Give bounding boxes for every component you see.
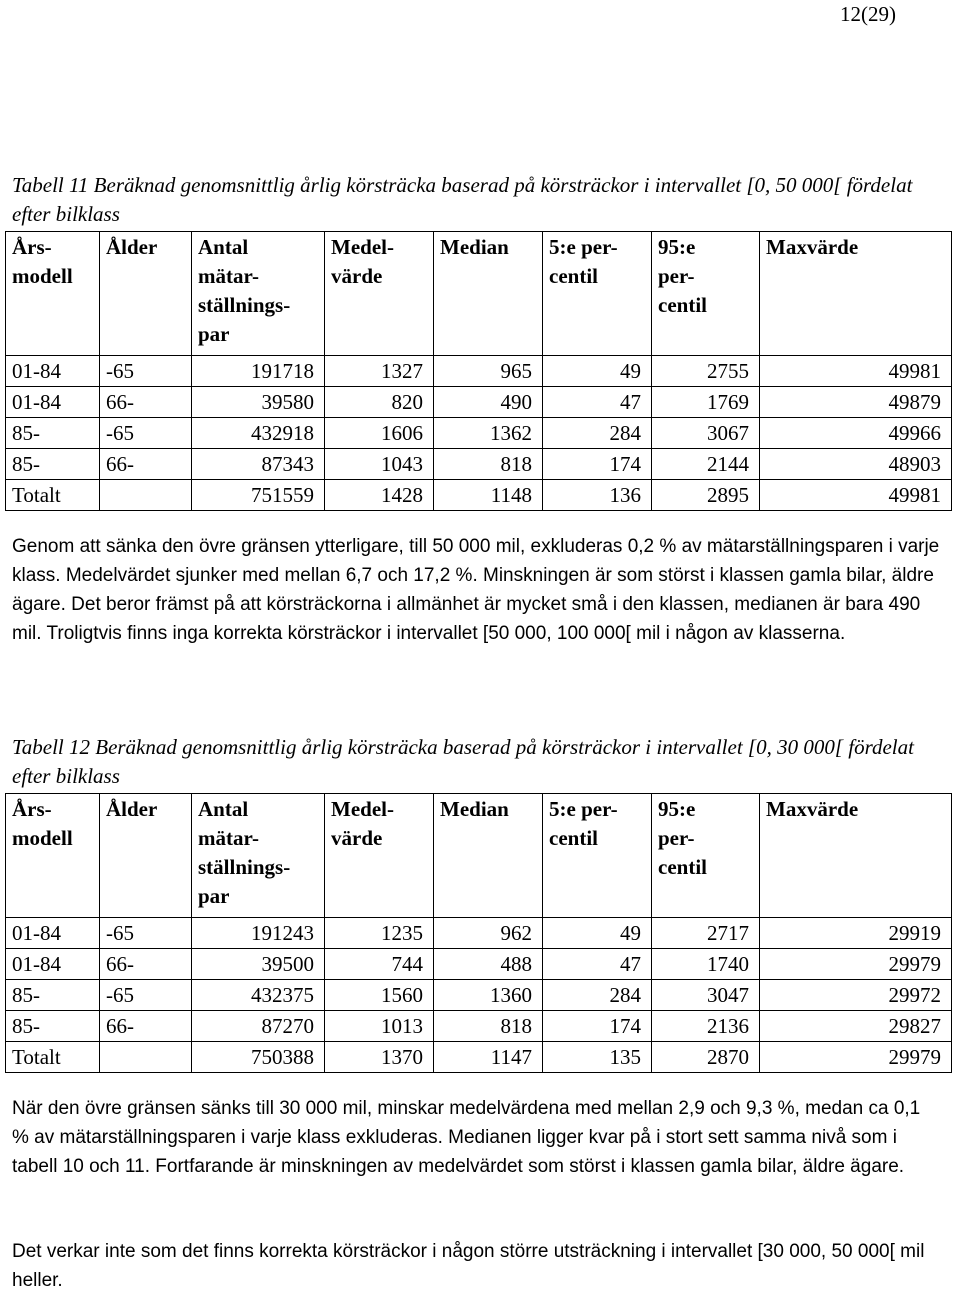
table-cell: 744 — [325, 949, 434, 980]
table-cell: 49879 — [760, 387, 952, 418]
table-row — [6, 949, 952, 980]
table-cell: 29827 — [760, 1011, 952, 1042]
table-cell: 2895 — [652, 480, 760, 511]
paragraph-3: Det verkar inte som det finns korrekta körsträckor i någon större utsträckning i intervallet [30 000, 50 000[ mil heller. — [12, 1241, 925, 1291]
table-cell: 284 — [543, 418, 652, 449]
table-cell: 2144 — [652, 449, 760, 480]
table-cell: 2755 — [652, 356, 760, 387]
table-cell: 85- — [6, 449, 100, 480]
table-cell: 66- — [100, 449, 192, 480]
table-row — [6, 480, 952, 511]
column-header: Median — [434, 232, 543, 356]
table-cell: 818 — [434, 1011, 543, 1042]
table-cell: 85- — [6, 980, 100, 1011]
table-cell: 191718 — [192, 356, 325, 387]
table-row — [6, 449, 952, 480]
column-header: Års- modell — [6, 232, 100, 356]
table-header-row — [6, 232, 952, 356]
table-cell: 962 — [434, 918, 543, 949]
table-cell: -65 — [100, 356, 192, 387]
table-cell: 01-84 — [6, 918, 100, 949]
table-cell: 1362 — [434, 418, 543, 449]
table-cell: 66- — [100, 387, 192, 418]
table-cell: 49981 — [760, 480, 952, 511]
table-cell: -65 — [100, 918, 192, 949]
table-cell: 85- — [6, 1011, 100, 1042]
table-cell: 750388 — [192, 1042, 325, 1073]
table-row — [6, 918, 952, 949]
table-row — [6, 356, 952, 387]
table-cell: 66- — [100, 949, 192, 980]
table-cell: 1606 — [325, 418, 434, 449]
table-11 — [5, 231, 952, 511]
table-cell: 2870 — [652, 1042, 760, 1073]
column-header: Maxvärde — [760, 232, 952, 356]
table-cell: 818 — [434, 449, 543, 480]
table-cell: 488 — [434, 949, 543, 980]
table-cell: 284 — [543, 980, 652, 1011]
table-cell: 1147 — [434, 1042, 543, 1073]
table-cell: 1235 — [325, 918, 434, 949]
table-cell — [100, 1042, 192, 1073]
table-cell: 1740 — [652, 949, 760, 980]
table-12 — [5, 793, 952, 1073]
table-cell: 01-84 — [6, 356, 100, 387]
column-header: Medel- värde — [325, 794, 434, 918]
table-cell: 820 — [325, 387, 434, 418]
table-cell: 191243 — [192, 918, 325, 949]
table-cell: 2136 — [652, 1011, 760, 1042]
table-cell: 432918 — [192, 418, 325, 449]
column-header: Ålder — [100, 232, 192, 356]
column-header: Medel- värde — [325, 232, 434, 356]
table-cell: -65 — [100, 980, 192, 1011]
table-cell: 29979 — [760, 1042, 952, 1073]
table-header-row — [6, 794, 952, 918]
table-cell: 01-84 — [6, 387, 100, 418]
column-header: Års- modell — [6, 794, 100, 918]
table-cell: 48903 — [760, 449, 952, 480]
table-12-caption: Tabell 12 Beräknad genomsnittlig årlig körsträcka baserad på körsträckor i intervallet [0, 30 000[ fördelat efter bilklass — [12, 735, 914, 788]
table-cell: 87343 — [192, 449, 325, 480]
table-cell: 66- — [100, 1011, 192, 1042]
paragraph-1: Genom att sänka den övre gränsen ytterligare, till 50 000 mil, exkluderas 0,2 % av mätarställningsparen i varje klass. Medelvärdet sjunker med mellan 6,7 och 17,2 %. Minskningen är som störst i klassen gamla bilar, äldre ägare. Det beror främst på att körsträckorna i allmänhet är mycket små i den klassen, medianen är bara 490 mil. Troligtvis finns inga korrekta körsträckor i intervallet [50 000, 100 000[ mil i någon av klasserna. — [12, 536, 940, 644]
table-cell: 39500 — [192, 949, 325, 980]
table-cell: 87270 — [192, 1011, 325, 1042]
column-header: Median — [434, 794, 543, 918]
table-cell: 1043 — [325, 449, 434, 480]
table-row — [6, 1042, 952, 1073]
table-cell: 1013 — [325, 1011, 434, 1042]
table-cell: 49 — [543, 356, 652, 387]
table-cell: 174 — [543, 449, 652, 480]
paragraph-2: När den övre gränsen sänks till 30 000 mil, minskar medelvärdena med mellan 2,9 och 9,3 %, medan ca 0,1 % av mätarställningsparen i varje klass exkluderas. Medianen ligger kvar på i stort sett samma nivå som i tabell 10 och 11. Fortfarande är minskningen av medelvärdet som störst i klassen gamla bilar, äldre ägare. — [12, 1098, 921, 1177]
column-header: Maxvärde — [760, 794, 952, 918]
table-cell: 85- — [6, 418, 100, 449]
table-cell: 29979 — [760, 949, 952, 980]
table-cell: 1428 — [325, 480, 434, 511]
table-cell: 135 — [543, 1042, 652, 1073]
table-cell: 174 — [543, 1011, 652, 1042]
table-cell: 49 — [543, 918, 652, 949]
table-cell: 1148 — [434, 480, 543, 511]
table-cell: 47 — [543, 949, 652, 980]
column-header: Ålder — [100, 794, 192, 918]
table-row — [6, 980, 952, 1011]
table-cell: Totalt — [6, 1042, 100, 1073]
column-header: 5:e per- centil — [543, 232, 652, 356]
table-cell: 49981 — [760, 356, 952, 387]
table-row — [6, 1011, 952, 1042]
table-cell: 1370 — [325, 1042, 434, 1073]
table-cell: 29972 — [760, 980, 952, 1011]
column-header: 95:e per- centil — [652, 794, 760, 918]
table-cell: 01-84 — [6, 949, 100, 980]
table-cell: Totalt — [6, 480, 100, 511]
table-row — [6, 418, 952, 449]
table-cell: 432375 — [192, 980, 325, 1011]
table-cell: 1360 — [434, 980, 543, 1011]
table-cell: 47 — [543, 387, 652, 418]
table-cell: 49966 — [760, 418, 952, 449]
column-header: Antal mätar- ställnings- par — [192, 794, 325, 918]
table-cell: 751559 — [192, 480, 325, 511]
page-number: 12(29) — [840, 2, 896, 26]
table-11-caption: Tabell 11 Beräknad genomsnittlig årlig körsträcka baserad på körsträckor i intervallet [0, 50 000[ fördelat efter bilklass — [12, 173, 913, 226]
table-cell: 1560 — [325, 980, 434, 1011]
table-cell: 965 — [434, 356, 543, 387]
table-cell: 1327 — [325, 356, 434, 387]
column-header: 95:e per- centil — [652, 232, 760, 356]
table-cell: 2717 — [652, 918, 760, 949]
table-cell: 39580 — [192, 387, 325, 418]
column-header: 5:e per- centil — [543, 794, 652, 918]
table-row — [6, 387, 952, 418]
table-cell: -65 — [100, 418, 192, 449]
table-cell: 136 — [543, 480, 652, 511]
column-header: Antal mätar- ställnings- par — [192, 232, 325, 356]
table-cell — [100, 480, 192, 511]
table-cell: 490 — [434, 387, 543, 418]
table-cell: 3067 — [652, 418, 760, 449]
table-cell: 1769 — [652, 387, 760, 418]
table-cell: 29919 — [760, 918, 952, 949]
table-cell: 3047 — [652, 980, 760, 1011]
